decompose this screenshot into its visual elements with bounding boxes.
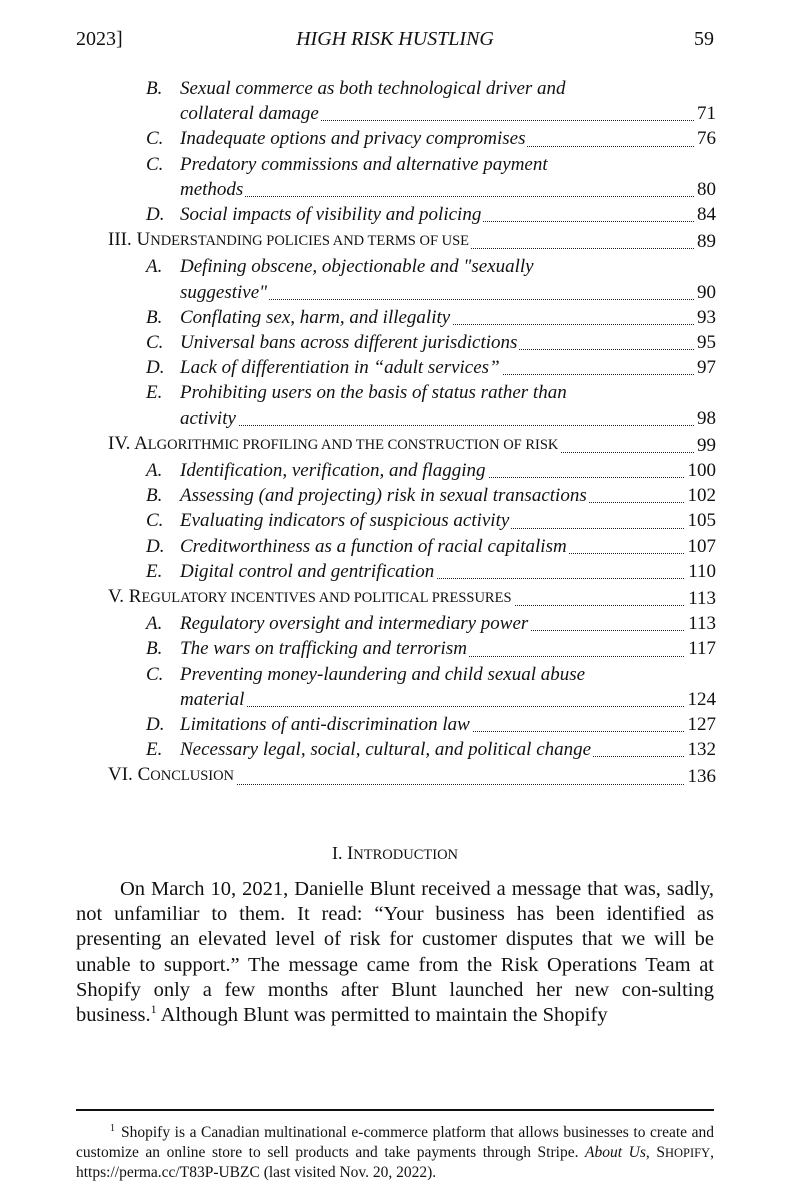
toc-entry[interactable] (0, 76, 806, 126)
toc-entry-title: Limitations of anti-discrimination law (180, 714, 470, 736)
toc-entry-title: Conflating sex, harm, and illegality (180, 306, 451, 328)
footnote-text: Shopify is a Canadian multinational e-commerce platform that allows businesses to create and customize an online store to sell products and take payments through Stripe. (76, 1124, 714, 1161)
toc-subsection-letter: A. (146, 460, 163, 482)
footnote-number: 1 (110, 1123, 115, 1134)
toc-entry[interactable] (0, 508, 806, 533)
toc-entry-title: Sexual commerce as both technological driver and (180, 78, 566, 99)
toc-entry-title: Creditworthiness as a function of racial capitalism (180, 535, 567, 557)
toc-section-numeral: III. (108, 229, 132, 251)
dot-leader (180, 706, 716, 707)
body-paragraph (76, 877, 714, 1028)
toc-entry-title: Necessary legal, social, cultural, and political change (180, 739, 592, 761)
toc-entry-title: Inadequate options and privacy compromises (180, 128, 526, 150)
toc-subsection-letter: B. (146, 78, 163, 99)
toc-page-number: 105 (685, 508, 717, 533)
toc-page-number: 89 (694, 229, 716, 254)
toc-entry[interactable] (0, 737, 806, 762)
running-header (76, 28, 714, 58)
toc-page-number: 113 (685, 586, 716, 611)
toc-entry[interactable] (0, 380, 806, 430)
toc-entry-title: The wars on trafficking and terrorism (180, 638, 467, 660)
toc-subsection-letter: D. (146, 357, 165, 379)
toc-entry[interactable] (0, 202, 806, 227)
toc-section-title: ONCLUSION (150, 768, 235, 785)
toc-entry[interactable] (0, 662, 806, 712)
toc-page-number: 76 (694, 126, 716, 151)
toc-page-number: 124 (685, 687, 717, 712)
toc-section-initial: C (137, 764, 151, 786)
toc-entry-title: activity (180, 407, 236, 429)
toc-page-number: 84 (694, 202, 716, 227)
body-text-before: On March 10, 2021, Danielle Blunt received a message that was, sadly, not unfamiliar to them. It read: “Your business has been identified as presenting an elevated level of risk for customer disputes that we will be unable to support.” The message came from the Risk Operations Team at Shopify only a few months after Blunt launched her new con-sulting business. (76, 878, 714, 1027)
toc-entry-title: Digital control and gentrification (180, 560, 435, 582)
header-page-number: 59 (694, 28, 714, 50)
dot-leader (180, 425, 716, 426)
toc-subsection-letter: C. (146, 332, 164, 354)
toc-entry-title: collateral damage (180, 103, 319, 125)
toc-entry[interactable] (0, 559, 806, 584)
toc-page-number: 100 (685, 458, 717, 483)
toc-entry[interactable] (0, 355, 806, 380)
header-year: 2023] (76, 28, 123, 50)
toc-entry-title: Social impacts of visibility and policing (180, 204, 482, 226)
toc-subsection-letter: E. (146, 382, 163, 404)
toc-section-title: LGORITHMIC PROFILING AND THE CONSTRUCTION OF RISK (147, 436, 559, 453)
toc-entry[interactable] (0, 611, 806, 636)
toc-subsection-letter: C. (146, 153, 164, 175)
toc-entry[interactable] (0, 636, 806, 661)
toc-entry-title: Defining obscene, objectionable and "sexually (180, 256, 534, 278)
toc-page-number: 90 (694, 280, 716, 305)
toc-section-numeral: V. (108, 586, 125, 608)
toc-subsection-letter: D. (146, 714, 165, 736)
section-rest: NTRODUCTION (353, 847, 459, 863)
footnote-cite-sep: , (645, 1143, 657, 1161)
dot-leader (180, 196, 716, 197)
toc-subsection-letter: D. (146, 204, 165, 226)
section-heading (76, 843, 714, 865)
toc-entry-title: material (180, 688, 245, 710)
toc-subsection-letter: C. (146, 510, 164, 532)
toc-entry-title: Regulatory oversight and intermediary power (180, 613, 529, 635)
toc-subsection-letter: C. (146, 128, 164, 150)
toc-entry-title: Evaluating indicators of suspicious activity (180, 510, 510, 532)
toc-entry[interactable] (0, 330, 806, 355)
toc-page-number: 99 (694, 433, 716, 458)
toc-page-number: 117 (685, 636, 716, 661)
toc-entry-title: Lack of differentiation in “adult services” (180, 357, 500, 379)
toc-page-number: 107 (685, 534, 717, 559)
section-numeral: I. (331, 843, 343, 863)
footnote-cite-rest: , https://perma.cc/T83P-UBZC (last visited Nov. 20, 2022). (76, 1143, 715, 1182)
toc-page-number: 102 (685, 483, 717, 508)
toc-entry[interactable] (0, 227, 806, 254)
toc-entry-title: suggestive" (180, 281, 268, 303)
toc-entry[interactable] (0, 305, 806, 330)
toc-entry-title: methods (180, 178, 244, 200)
toc-subsection-letter: A. (146, 613, 163, 635)
toc-entry-title: Preventing money-laundering and child sexual abuse (180, 663, 586, 685)
toc-page-number: 97 (694, 355, 716, 380)
toc-entry[interactable] (0, 152, 806, 202)
toc-entry[interactable] (0, 458, 806, 483)
toc-page-number: 98 (694, 406, 716, 431)
toc-subsection-letter: C. (146, 663, 164, 685)
toc-entry-title: Prohibiting users on the basis of status rather than (180, 382, 567, 404)
footnote-divider (76, 1109, 714, 1111)
toc-section-initial: U (136, 229, 151, 251)
toc-page-number: 132 (685, 737, 717, 762)
toc-page-number: 71 (694, 101, 716, 126)
toc-page-number: 80 (694, 177, 716, 202)
toc-subsection-letter: E. (146, 560, 163, 582)
toc-subsection-letter: A. (146, 256, 163, 278)
toc-page-number: 95 (694, 330, 716, 355)
toc-section-initial: A (134, 432, 148, 454)
footnote-cite-title: About Us (585, 1143, 646, 1161)
header-title: HIGH RISK HUSTLING (296, 28, 494, 50)
toc-page-number: 127 (685, 712, 717, 737)
toc-subsection-letter: B. (146, 306, 163, 328)
toc-subsection-letter: B. (146, 485, 163, 507)
toc-subsection-letter: D. (146, 535, 165, 557)
footnote-source-initial: S (656, 1143, 665, 1161)
toc-section-initial: R (128, 586, 142, 608)
footnote (76, 1119, 714, 1183)
toc-page-number: 113 (685, 611, 716, 636)
toc-section-title: EGULATORY INCENTIVES AND POLITICAL PRESSURES (141, 590, 512, 607)
table-of-contents (0, 76, 806, 790)
toc-page-number: 136 (685, 764, 717, 789)
section-initial: I (346, 843, 354, 864)
toc-entry-title: Identification, verification, and flagging (180, 460, 486, 482)
body-text-after: Although Blunt was permitted to maintain the Shopify (156, 1004, 608, 1027)
footnote-source-rest: HOPIFY (664, 1145, 711, 1160)
toc-page-number: 93 (694, 305, 716, 330)
toc-section-numeral: VI. (108, 764, 133, 786)
toc-entry[interactable] (0, 584, 806, 611)
toc-section-numeral: IV. (108, 432, 131, 454)
toc-subsection-letter: E. (146, 739, 163, 761)
toc-entry[interactable] (0, 762, 806, 789)
toc-entry[interactable] (0, 534, 806, 559)
toc-entry-title: Assessing (and projecting) risk in sexual transactions (180, 485, 587, 507)
toc-section-title: NDERSTANDING POLICIES AND TERMS OF USE (150, 233, 470, 250)
footnote-reference[interactable]: 1 (150, 1002, 157, 1017)
toc-entry[interactable] (0, 483, 806, 508)
toc-entry-title: Universal bans across different jurisdictions (180, 332, 518, 354)
toc-entry[interactable] (0, 126, 806, 151)
toc-page-number: 110 (685, 559, 716, 584)
toc-subsection-letter: B. (146, 638, 163, 660)
toc-entry[interactable] (0, 431, 806, 458)
toc-entry[interactable] (0, 712, 806, 737)
toc-entry-title: Predatory commissions and alternative payment (180, 153, 548, 175)
toc-entry[interactable] (0, 254, 806, 304)
